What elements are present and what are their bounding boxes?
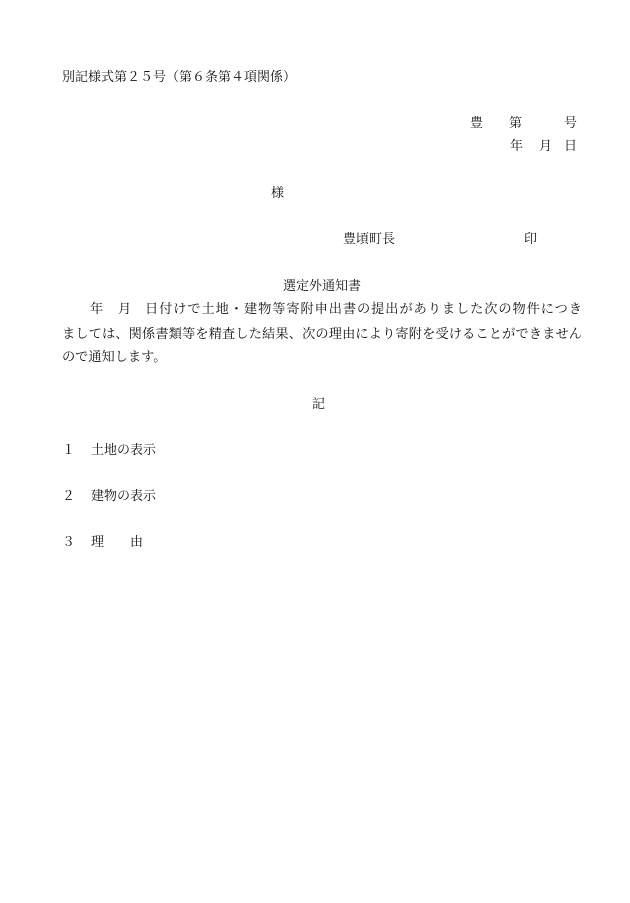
ki-heading: 記: [312, 397, 326, 412]
item-label-reason-b: 由: [130, 535, 144, 550]
seal-mark: 印: [524, 232, 538, 247]
date-year: 年: [510, 139, 524, 154]
body-month: 月: [118, 302, 132, 317]
form-label: 別記様式第２５号（第６条第４項関係）: [62, 70, 297, 85]
addressee-suffix: 様: [271, 186, 285, 201]
ref-prefix: 豊: [470, 116, 484, 131]
body-line-1: 日付けで土地・建物等寄附申出書の提出がありました次の物件につき: [145, 302, 582, 317]
ref-dai: 第: [509, 116, 523, 131]
item-number: ２: [62, 489, 76, 504]
item-number: １: [62, 443, 76, 458]
date-month: 月: [539, 139, 553, 154]
date-day: 日: [564, 139, 578, 154]
item-label: 建物の表示: [91, 489, 157, 504]
item-label: 土地の表示: [91, 443, 157, 458]
body-line-2: ましては、関係書類等を精査した結果、次の理由により寄附を受けることができません: [62, 327, 582, 342]
body-year: 年: [90, 302, 104, 317]
sender-title: 豊頃町長: [343, 232, 396, 247]
item-number: ３: [62, 535, 76, 550]
document-title: 選定外通知書: [283, 279, 362, 294]
item-label-reason-a: 理: [91, 535, 105, 550]
ref-go: 号: [564, 116, 578, 131]
body-line-3: ので通知します。: [62, 350, 167, 365]
